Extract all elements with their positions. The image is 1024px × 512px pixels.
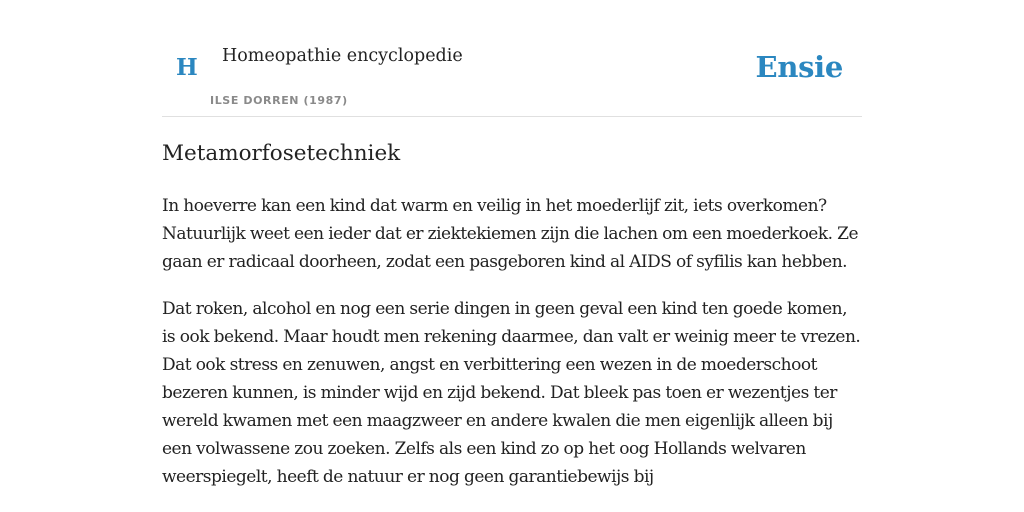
article-title: Metamorfosetechniek [162, 141, 401, 166]
page-header [162, 0, 862, 117]
encyclopedia-letter-icon: H [176, 54, 198, 81]
author-label: ILSE DORREN (1987) [210, 94, 348, 107]
article-body [162, 192, 862, 510]
encyclopedia-title-link[interactable]: Homeopathie encyclopedie [222, 46, 463, 66]
article-paragraph: Dat roken, alcohol en nog een serie dingen in geen geval een kind ten goede komen, is ook bekend. Maar houdt men rekening daarmee, dan valt er weinig meer te vrezen. Dat ook stress en zenuwen, angst en verbittering een wezen in de moederschoot bezeren kunnen, is minder wijd en zijd bekend. Dat bleek pas toen er wezentjes ter wereld kwamen met een maagzweer en andere kwalen die men eigenlijk alleen bij een volwassene zou zoeken. Zelfs als een kind zo op het oog Hollands welvaren weerspiegelt, heeft de natuur er nog geen garantiebewijs bij [162, 299, 861, 487]
ensie-logo-link[interactable]: Ensie [755, 50, 843, 84]
article-paragraph: In hoeverre kan een kind dat warm en veilig in het moederlijf zit, iets overkomen? Natuurlijk weet een ieder dat er ziektekiemen zijn die lachen om een moederkoek. Ze gaan er radicaal doorheen, zodat een pasgeboren kind al AIDS of syfilis kan hebben. [162, 196, 859, 272]
